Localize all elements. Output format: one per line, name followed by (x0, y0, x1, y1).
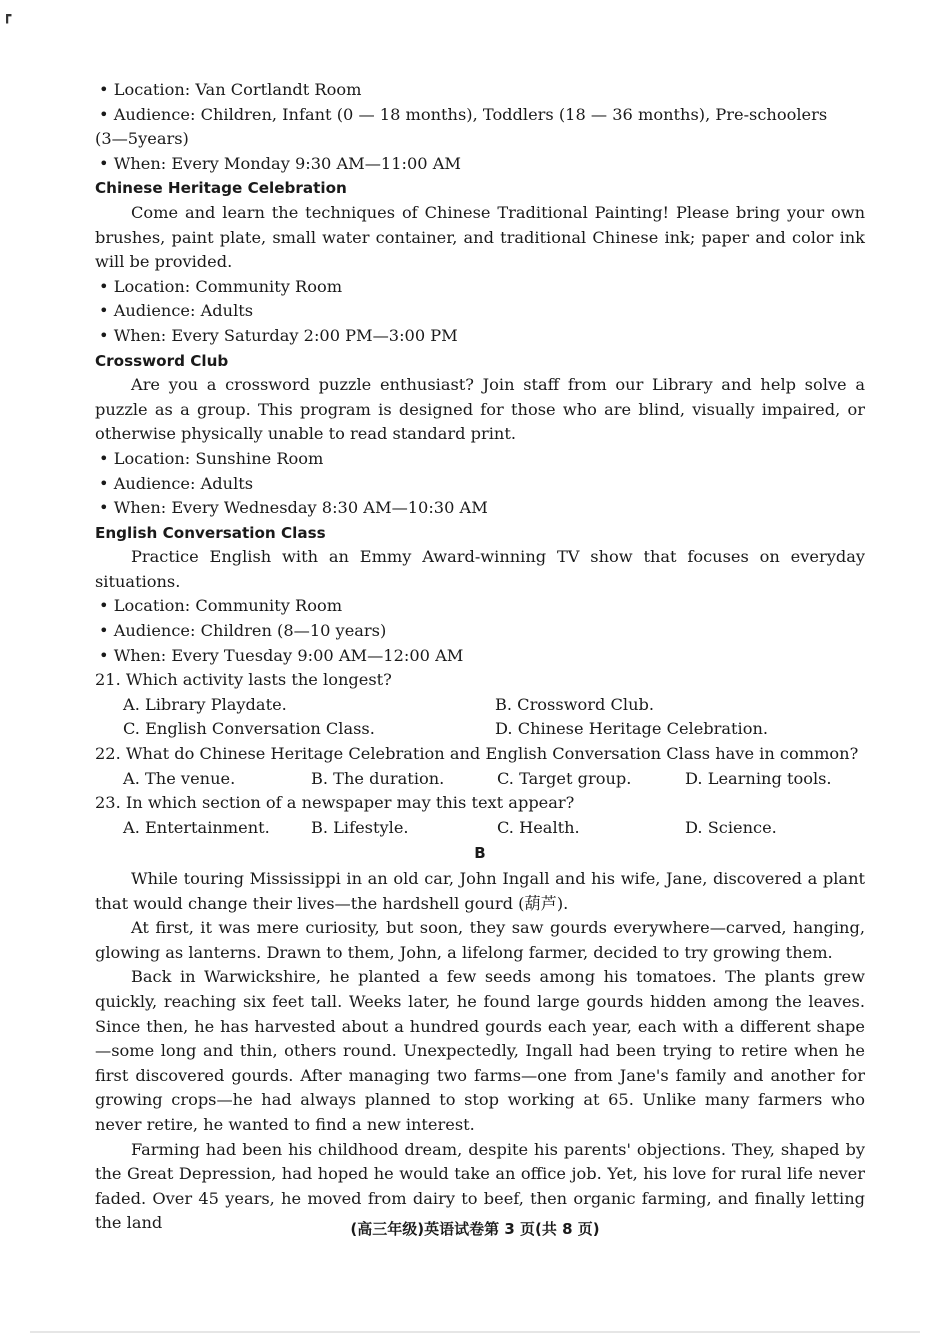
scan-corner-mark: ┏ (3, 8, 12, 24)
exam-page (95, 78, 865, 1236)
section-b-paragraph-3: Back in Warwickshire, he planted a few seeds among his tomatoes. The plants grew quickly, reaching six feet tall. Weeks later, he found large gourds hidden among the leaves. Since then, he has harvested about a hundred gourds each year, each with a different shape—some long and thin, others round. Unexpectedly, Ingall had been trying to retire when he first discovered gourds. After managing two farms—one from Jane's family and another for growing crops—he had always planned to stop working at 65. Unlike many farmers who never retire, he wanted to find a new interest. (95, 967, 865, 1134)
question-21-options (95, 693, 865, 742)
library-playdate-when: • When: Every Monday 9:30 AM—11:00 AM (99, 153, 461, 173)
english-class-audience: • Audience: Children (8—10 years) (99, 621, 387, 641)
question-21-option-a: A. Library Playdate. (123, 694, 287, 714)
english-class-title: English Conversation Class (95, 523, 326, 542)
question-22-stem: 22. What do Chinese Heritage Celebration and English Conversation Class have in common? (95, 744, 859, 764)
section-b-paragraph-2: At first, it was mere curiosity, but soon, they saw gourds everywhere—carved, hanging, glowing as lanterns. Drawn to them, John, a lifelong farmer, decided to try growing them. (95, 918, 865, 962)
section-b (95, 841, 865, 1236)
question-22-options (95, 767, 865, 792)
section-b-paragraph-4: Farming had been his childhood dream, despite his parents' objections. They, shaped by the Great Depression, had hoped he would take an office job. Yet, his love for rural life never faded. Over 45 years, he moved from dairy to beef, then organic farming, and finally letting the land (95, 1139, 865, 1233)
question-23-stem: 23. In which section of a newspaper may this text appear? (95, 793, 575, 813)
crossword-club-description: Are you a crossword puzzle enthusiast? Join staff from our Library and help solve a puzzle as a group. This program is designed for those who are blind, visually impaired, or otherwise physically unable to read standard print. (95, 375, 865, 444)
question-23-option-d: D. Science. (685, 817, 777, 837)
question-22-option-c: C. Target group. (497, 768, 632, 788)
question-22-option-a: A. The venue. (123, 768, 236, 788)
section-b-paragraph-1: While touring Mississippi in an old car, John Ingall and his wife, Jane, discovered a plant that would change their lives—the hardshell gourd (葫芦). (95, 869, 865, 913)
question-21 (95, 668, 865, 742)
question-23-option-a: A. Entertainment. (123, 817, 270, 837)
section-b-heading: B (474, 844, 486, 863)
question-21-option-c: C. English Conversation Class. (123, 719, 375, 739)
crossword-club-title: Crossword Club (95, 351, 229, 370)
chinese-heritage-location: • Location: Community Room (99, 276, 343, 296)
chinese-heritage-title: Chinese Heritage Celebration (95, 179, 347, 198)
page-footer: (高三年级)英语试卷第 3 页(共 8 页) (350, 1220, 600, 1238)
question-23 (95, 791, 865, 840)
question-22-option-b: B. The duration. (311, 768, 445, 788)
question-23-options (95, 816, 865, 841)
question-21-option-d: D. Chinese Heritage Celebration. (495, 719, 769, 739)
question-22-option-d: D. Learning tools. (685, 768, 832, 788)
crossword-club-audience: • Audience: Adults (99, 473, 254, 493)
question-23-option-b: B. Lifestyle. (311, 817, 409, 837)
chinese-heritage-description: Come and learn the techniques of Chinese Traditional Painting! Please bring your own brushes, paint plate, small water container, and traditional Chinese ink; paper and color ink will be provided. (95, 202, 865, 272)
library-playdate-audience: • Audience: Children, Infant (0 — 18 months), Toddlers (18 — 36 months), Pre-schoolers (99, 104, 828, 124)
chinese-heritage-when: • When: Every Saturday 2:00 PM—3:00 PM (99, 325, 458, 345)
crossword-club-location: • Location: Sunshine Room (99, 448, 324, 468)
library-playdate-location: • Location: Van Cortlandt Room (99, 80, 362, 99)
question-23-option-c: C. Health. (497, 817, 580, 837)
scan-bottom-edge (30, 1331, 920, 1333)
question-22 (95, 742, 865, 791)
library-playdate-details (95, 78, 865, 176)
english-class-section (95, 521, 865, 669)
english-class-description: Practice English with an Emmy Award-winning TV show that focuses on everyday situations. (95, 547, 865, 591)
question-21-stem: 21. Which activity lasts the longest? (95, 670, 392, 690)
english-class-when: • When: Every Tuesday 9:00 AM—12:00 AM (99, 645, 464, 665)
english-class-location: • Location: Community Room (99, 596, 343, 616)
library-playdate-audience-continued: (3—5years) (95, 129, 189, 149)
crossword-club-when: • When: Every Wednesday 8:30 AM—10:30 AM (99, 498, 488, 518)
chinese-heritage-section (95, 176, 865, 348)
chinese-heritage-audience: • Audience: Adults (99, 301, 254, 321)
question-21-option-b: B. Crossword Club. (495, 694, 655, 714)
crossword-club-section (95, 349, 865, 521)
